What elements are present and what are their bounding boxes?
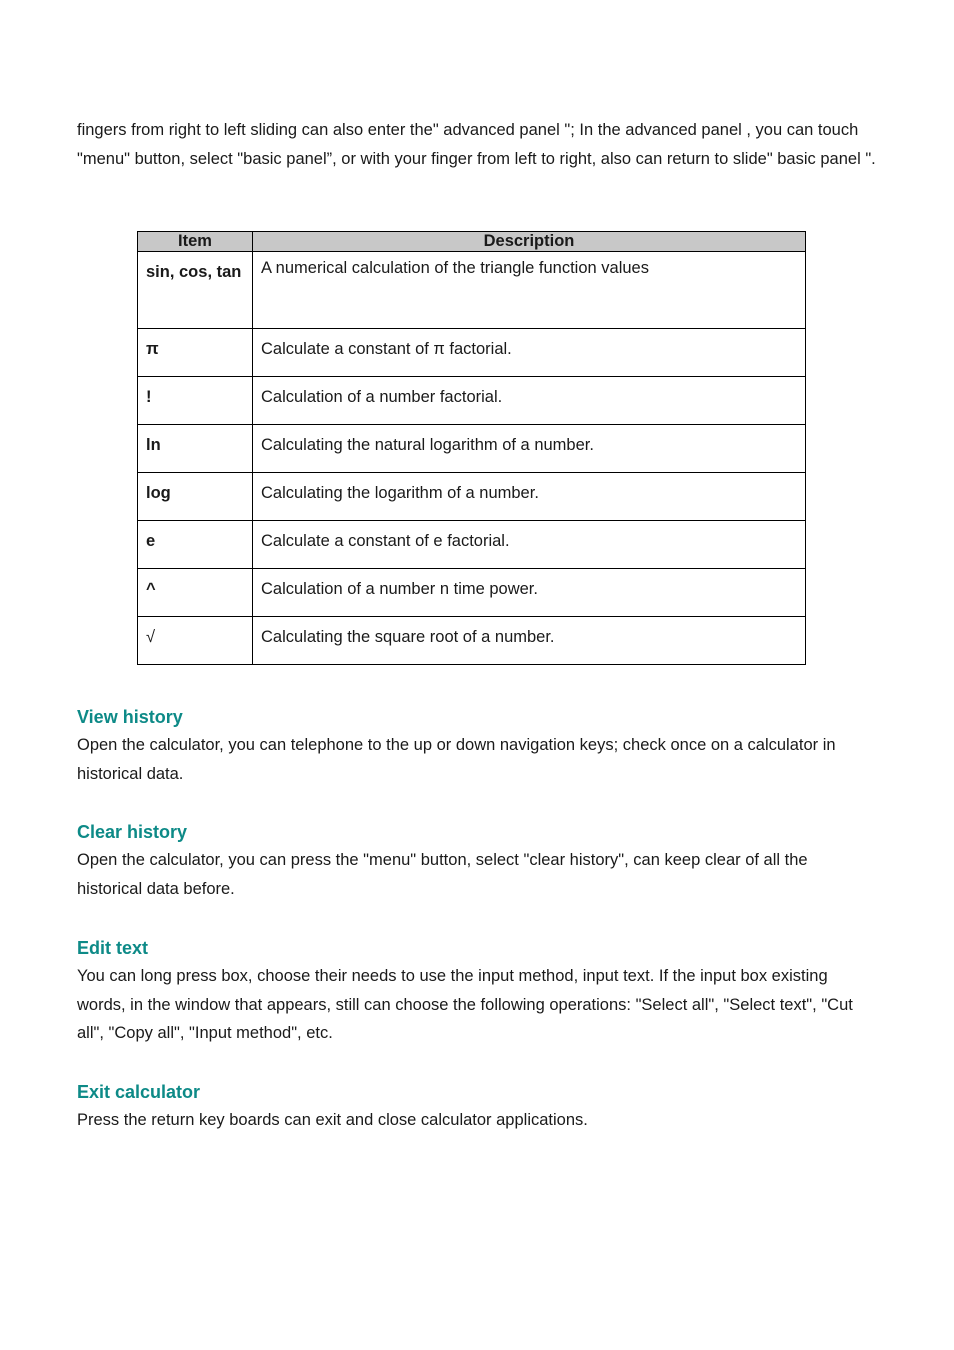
section-view-history xyxy=(77,703,877,788)
table-row xyxy=(138,472,805,520)
section-heading: Clear history xyxy=(77,822,188,842)
row-description: A numerical calculation of the triangle function values xyxy=(261,259,649,277)
table-row xyxy=(138,568,805,616)
table-row xyxy=(138,520,805,568)
section-heading: Edit text xyxy=(77,938,149,958)
row-description: Calculation of a number factorial. xyxy=(253,376,805,424)
section-edit-text xyxy=(77,934,877,1048)
row-item: e xyxy=(138,520,253,568)
row-description: Calculating the natural logarithm of a number. xyxy=(253,424,805,472)
row-item: √ xyxy=(138,616,253,664)
section-body: Open the calculator, you can press the "menu" button, select "clear history", can keep clear of all the historical data before. xyxy=(77,851,808,898)
row-item: ^ xyxy=(138,568,253,616)
table-row xyxy=(138,376,805,424)
intro-paragraph: fingers from right to left sliding can also enter the" advanced panel "; In the advanced panel , you can touch "menu" button, select "basic panel”, or with your finger from left to right, also can return to slide" basic panel ". xyxy=(77,121,876,168)
section-heading: Exit calculator xyxy=(77,1082,201,1102)
section-exit-calculator xyxy=(77,1078,877,1135)
row-item: ln xyxy=(138,424,253,472)
row-description: Calculation of a number n time power. xyxy=(253,568,805,616)
row-description: Calculating the logarithm of a number. xyxy=(253,472,805,520)
row-description: Calculating the square root of a number. xyxy=(253,616,805,664)
row-item: ! xyxy=(138,376,253,424)
row-item: log xyxy=(138,472,253,520)
header-description: Description xyxy=(253,232,805,252)
function-table xyxy=(137,231,806,665)
section-body: Press the return key boards can exit and close calculator applications. xyxy=(77,1111,588,1129)
section-body: Open the calculator, you can telephone to the up or down navigation keys; check once on a calculator in historical data. xyxy=(77,736,836,783)
table-row xyxy=(138,328,805,376)
row-item: sin, cos, tan xyxy=(138,252,253,328)
table-row xyxy=(138,424,805,472)
section-clear-history xyxy=(77,818,877,903)
section-heading: View history xyxy=(77,707,183,727)
header-item: Item xyxy=(138,232,253,252)
section-body: You can long press box, choose their needs to use the input method, input text. If the input box existing words, in the window that appears, still can choose the following operations: "Select all", "Select text", "Cut all", "Copy all", "Input method", etc. xyxy=(77,967,853,1043)
table-row xyxy=(138,252,805,328)
row-item: π xyxy=(138,328,253,376)
table-header-row xyxy=(138,232,805,252)
row-description: Calculate a constant of π factorial. xyxy=(253,328,805,376)
table-row xyxy=(138,616,805,664)
row-description: Calculate a constant of e factorial. xyxy=(253,520,805,568)
